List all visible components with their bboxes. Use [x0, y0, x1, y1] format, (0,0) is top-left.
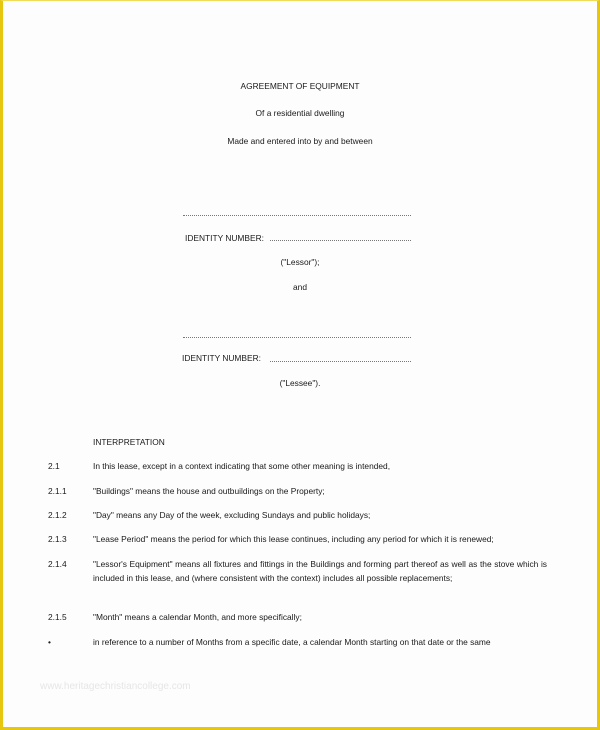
clause-text: "Lease Period" means the period for which this lease continues, including any period for which it is renewed;	[93, 534, 494, 544]
party1-id-label: IDENTITY NUMBER:	[185, 233, 264, 243]
watermark: www.heritagechristiancollege.com	[40, 681, 191, 692]
party2-role: ("Lessee").	[279, 378, 321, 388]
clause-number: 2.1.3	[48, 534, 67, 544]
clause-number: 2.1.5	[48, 612, 67, 622]
bullet-marker: •	[48, 637, 51, 647]
document-title: AGREEMENT OF EQUIPMENT	[240, 81, 360, 91]
clause-text: "Buildings" means the house and outbuildings on the Property;	[93, 486, 325, 496]
clause-text: In this lease, except in a context indicating that some other meaning is intended,	[93, 461, 391, 471]
party1-id-line	[270, 240, 411, 241]
clause-number: 2.1.1	[48, 486, 67, 496]
clause-text: "Lessor's Equipment" means all fixtures and fittings in the Buildings and forming part thereof as well as the stove which is included in this lease, and (where consistent with the context) includes all possible replacements;	[93, 559, 547, 583]
clause-text: "Day" means any Day of the week, excluding Sundays and public holidays;	[93, 510, 371, 520]
party2-name-line	[183, 337, 411, 338]
document-subtitle: Of a residential dwelling	[255, 108, 345, 118]
section-heading: INTERPRETATION	[93, 437, 165, 447]
party2-id-label: IDENTITY NUMBER:	[182, 353, 261, 363]
clause-number: 2.1	[48, 461, 60, 471]
party1-role: ("Lessor");	[280, 257, 320, 267]
clause-text: in reference to a number of Months from a specific date, a calendar Month starting on that date or the same	[93, 637, 491, 647]
clause-number: 2.1.4	[48, 559, 67, 569]
and-text: and	[293, 282, 307, 292]
clause-text: "Month" means a calendar Month, and more specifically;	[93, 612, 302, 622]
party2-id-line	[270, 361, 411, 362]
clause-number: 2.1.2	[48, 510, 67, 520]
made-line: Made and entered into by and between	[227, 136, 373, 146]
party1-name-line	[183, 215, 411, 216]
